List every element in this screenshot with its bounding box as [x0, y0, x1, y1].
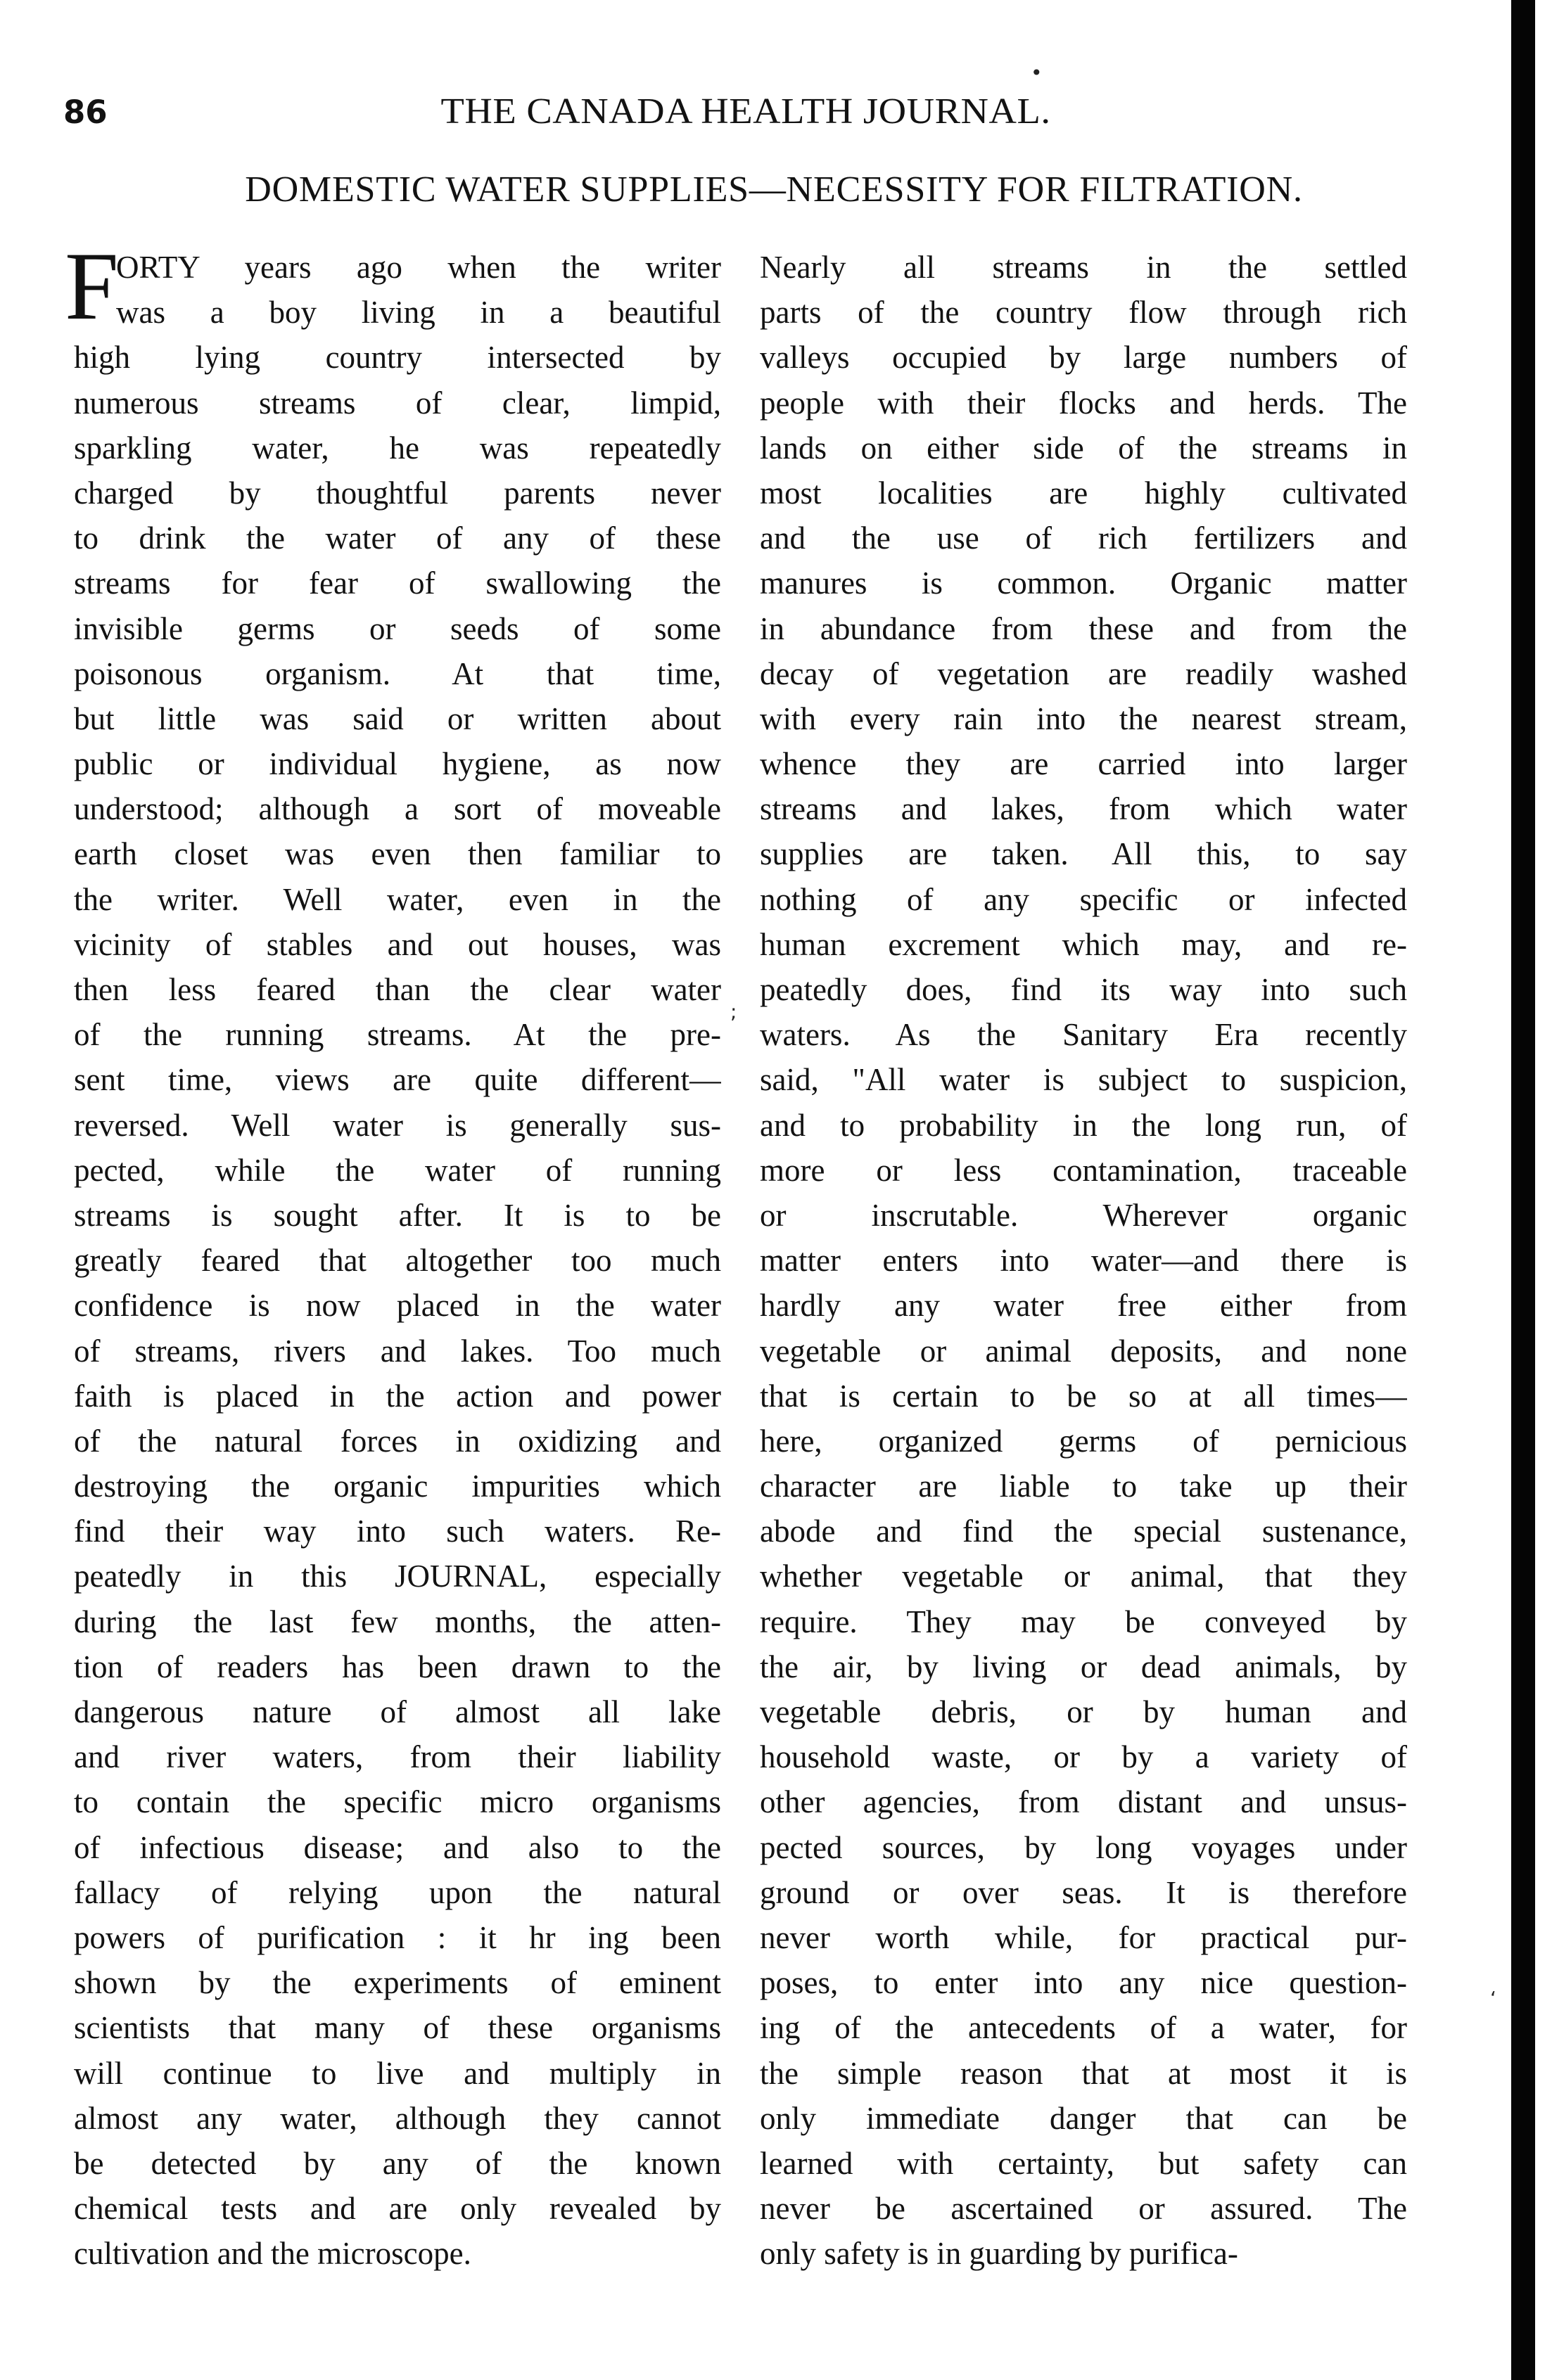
- right-column-line: nothing of any specific or infected: [760, 881, 1407, 917]
- right-column-line: or inscrutable. Wherever organic: [760, 1197, 1407, 1233]
- right-column-line: said, "All water is subject to suspicion,: [760, 1062, 1407, 1098]
- right-column-line: lands on either side of the streams in: [760, 430, 1407, 466]
- right-column-line: vegetable or animal deposits, and none: [760, 1333, 1407, 1369]
- right-column-line: learned with certainty, but safety can: [760, 2145, 1407, 2181]
- right-column-line: and to probability in the long run, of: [760, 1107, 1407, 1143]
- left-column: [74, 245, 721, 2276]
- left-column-line: sparkling water, he was repeatedly: [74, 430, 721, 466]
- right-column-line: streams and lakes, from which water: [760, 791, 1407, 827]
- left-column-line: reversed. Well water is generally sus-: [74, 1107, 721, 1143]
- left-column-line: fallacy of relying upon the natural: [74, 1874, 721, 1910]
- left-column-line: find their way into such waters. Re-: [74, 1514, 721, 1549]
- right-column-line: here, organized germs of pernicious: [760, 1423, 1407, 1459]
- right-column-line: in abundance from these and from the: [760, 610, 1407, 646]
- left-column-line: cultivation and the microscope.: [74, 2236, 471, 2272]
- left-column-line: streams for fear of swallowing the: [74, 565, 721, 601]
- right-column-line: vegetable debris, or by human and: [760, 1694, 1407, 1729]
- scan-edge-bar: [1511, 0, 1535, 2380]
- right-column-line: that is certain to be so at all times—: [760, 1378, 1407, 1414]
- right-column-line: matter enters into water—and there is: [760, 1243, 1407, 1279]
- right-column-line: peatedly does, find its way into such: [760, 972, 1407, 1007]
- left-column-line: ORTY years ago when the writer: [116, 250, 721, 285]
- right-column-line: other agencies, from distant and unsus-: [760, 1784, 1407, 1820]
- left-column-line: but little was said or written about: [74, 700, 721, 736]
- right-column-line: household waste, or by a variety of: [760, 1739, 1407, 1775]
- left-column-line: faith is placed in the action and power: [74, 1378, 721, 1414]
- left-column-line: will continue to live and multiply in: [74, 2055, 721, 2091]
- right-column-line: only immediate danger that can be: [760, 2100, 1407, 2136]
- right-column-line: character are liable to take up their: [760, 1469, 1407, 1504]
- left-column-line: vicinity of stables and out houses, was: [74, 926, 721, 962]
- left-column-line: understood; although a sort of moveable: [74, 791, 721, 827]
- left-column-line: to drink the water of any of these: [74, 520, 721, 556]
- right-column-line: whether vegetable or animal, that they: [760, 1559, 1407, 1594]
- stray-tick-mark: ‘: [1490, 1987, 1496, 2010]
- right-column-line: parts of the country flow through rich: [760, 295, 1407, 331]
- left-column-line: charged by thoughtful parents never: [74, 475, 721, 511]
- stray-dot-mark: •: [1031, 61, 1043, 84]
- left-column-line: invisible germs or seeds of some: [74, 610, 721, 646]
- right-column-line: Nearly all streams in the settled: [760, 250, 1407, 285]
- right-column-line: the simple reason that at most it is: [760, 2055, 1407, 2091]
- left-column-line: high lying country intersected by: [74, 340, 721, 376]
- right-column-line: abode and find the special sustenance,: [760, 1514, 1407, 1549]
- right-column-line: valleys occupied by large numbers of: [760, 340, 1407, 376]
- right-column-line: manures is common. Organic matter: [760, 565, 1407, 601]
- right-column-line: more or less contamination, traceable: [760, 1152, 1407, 1188]
- drop-cap: F: [65, 232, 119, 340]
- left-column-line: the writer. Well water, even in the: [74, 881, 721, 917]
- right-column-line: pected sources, by long voyages under: [760, 1829, 1407, 1865]
- left-column-line: sent time, views are quite different—: [74, 1062, 721, 1098]
- right-column-line: decay of vegetation are readily washed: [760, 655, 1407, 691]
- left-column-line: poisonous organism. At that time,: [74, 655, 721, 691]
- left-column-line: dangerous nature of almost all lake: [74, 1694, 721, 1729]
- right-column-line: poses, to enter into any nice question-: [760, 1965, 1407, 2001]
- left-column-line: streams is sought after. It is to be: [74, 1197, 721, 1233]
- left-column-line: shown by the experiments of eminent: [74, 1965, 721, 2001]
- left-column-line: and river waters, from their liability: [74, 1739, 721, 1775]
- right-column-line: whence they are carried into larger: [760, 746, 1407, 782]
- right-column-line: require. They may be conveyed by: [760, 1604, 1407, 1639]
- left-column-line: chemical tests and are only revealed by: [74, 2191, 721, 2227]
- page-number: 86: [63, 94, 108, 131]
- left-column-line: was a boy living in a beautiful: [116, 295, 721, 331]
- left-column-line: scientists that many of these organisms: [74, 2010, 721, 2046]
- running-head: THE CANADA HEALTH JOURNAL.: [440, 91, 1051, 132]
- stray-semicolon-mark: ;: [730, 1000, 737, 1023]
- left-column-line: of streams, rivers and lakes. Too much: [74, 1333, 721, 1369]
- left-column-line: of infectious disease; and also to the: [74, 1829, 721, 1865]
- right-column-line: waters. As the Sanitary Era recently: [760, 1017, 1407, 1053]
- left-column-line: of the natural forces in oxidizing and: [74, 1423, 721, 1459]
- left-column-line: peatedly in this JOURNAL, especially: [74, 1559, 721, 1594]
- right-column-line: ing of the antecedents of a water, for: [760, 2010, 1407, 2046]
- left-column-line: destroying the organic impurities which: [74, 1469, 721, 1504]
- article-title: DOMESTIC WATER SUPPLIES—NECESSITY FOR FILTRATION.: [245, 169, 1303, 210]
- left-column-line: be detected by any of the known: [74, 2145, 721, 2181]
- left-column-line: to contain the specific micro organisms: [74, 1784, 721, 1820]
- right-column-line: with every rain into the nearest stream,: [760, 700, 1407, 736]
- right-column-line: human excrement which may, and re-: [760, 926, 1407, 962]
- right-column-line: hardly any water free either from: [760, 1288, 1407, 1324]
- right-column-line: people with their flocks and herds. The: [760, 385, 1407, 421]
- right-column-line: never be ascertained or assured. The: [760, 2191, 1407, 2227]
- left-column-line: earth closet was even then familiar to: [74, 836, 721, 872]
- right-column-line: most localities are highly cultivated: [760, 475, 1407, 511]
- left-column-line: tion of readers has been drawn to the: [74, 1649, 721, 1684]
- right-column-line: never worth while, for practical pur-: [760, 1919, 1407, 1955]
- right-column-line: the air, by living or dead animals, by: [760, 1649, 1407, 1684]
- left-column-line: powers of purification : it hr ing been: [74, 1919, 721, 1955]
- right-column-line: and the use of rich fertilizers and: [760, 520, 1407, 556]
- left-column-line: during the last few months, the atten-: [74, 1604, 721, 1639]
- right-column: [760, 245, 1407, 2276]
- right-column-line: supplies are taken. All this, to say: [760, 836, 1407, 872]
- left-column-line: then less feared than the clear water: [74, 972, 721, 1007]
- left-column-line: of the running streams. At the pre-: [74, 1017, 721, 1053]
- left-column-line: greatly feared that altogether too much: [74, 1243, 721, 1279]
- left-column-line: confidence is now placed in the water: [74, 1288, 721, 1324]
- right-column-line: ground or over seas. It is therefore: [760, 1874, 1407, 1910]
- left-column-line: numerous streams of clear, limpid,: [74, 385, 721, 421]
- right-column-line: only safety is in guarding by purifica-: [760, 2236, 1238, 2272]
- left-column-line: public or individual hygiene, as now: [74, 746, 721, 782]
- left-column-line: almost any water, although they cannot: [74, 2100, 721, 2136]
- left-column-line: pected, while the water of running: [74, 1152, 721, 1188]
